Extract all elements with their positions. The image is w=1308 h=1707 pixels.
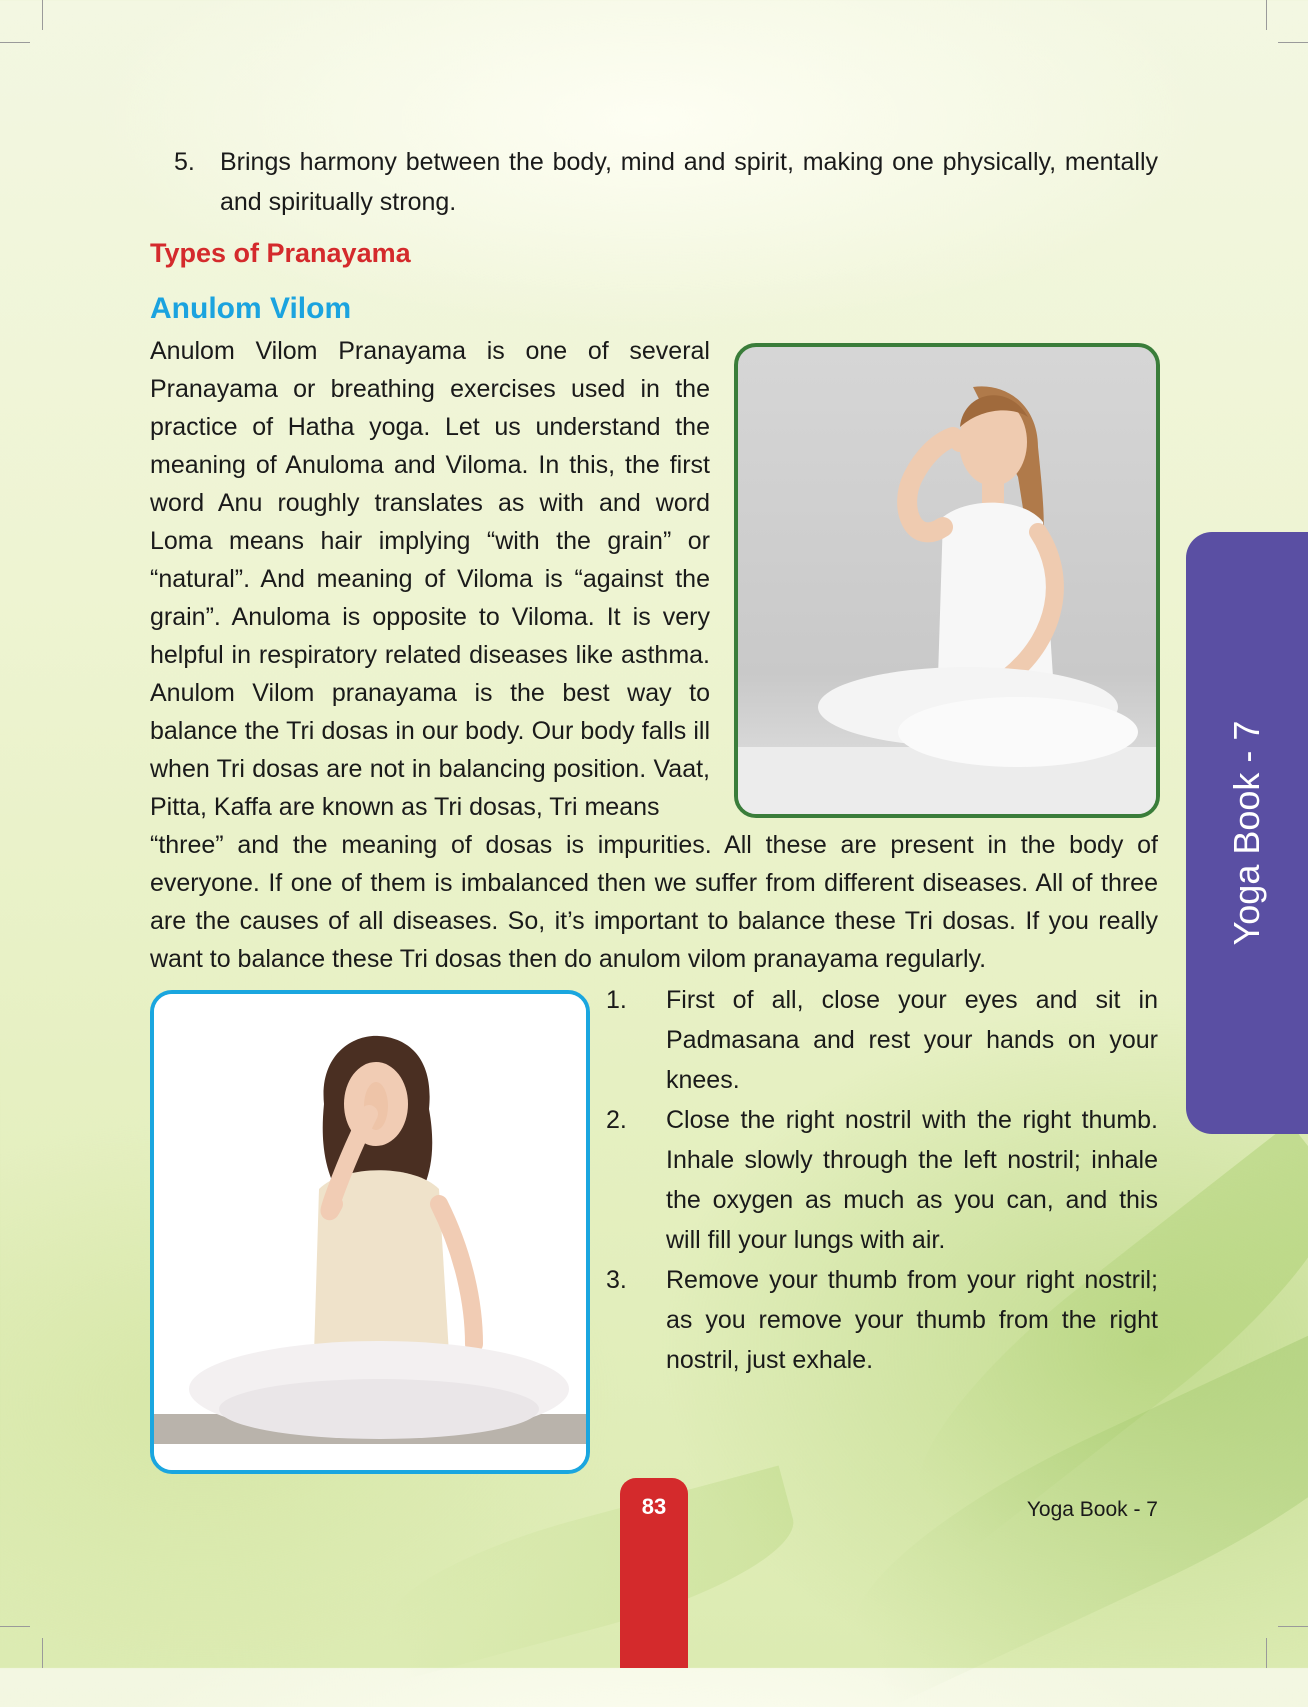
step-item-1 (606, 980, 1158, 1100)
step-item-3 (606, 1260, 1158, 1380)
list-text: Brings harmony between the body, mind and spirit, making one physically, mentally and spiritually strong. (220, 148, 1158, 216)
subsection-heading: Anulom Vilom (150, 292, 352, 325)
list-text: Close the right nostril with the right thumb. Inhale slowly through the left nostril; inhale the oxygen as much as you can, and this will fill your lungs with air. (666, 1106, 1158, 1254)
crop-mark (0, 42, 30, 43)
crop-mark (1278, 1626, 1308, 1627)
section-heading: Types of Pranayama (150, 238, 411, 268)
list-number: 3. (606, 1266, 627, 1294)
list-text: First of all, close your eyes and sit in Padmasana and rest your hands on your knees. (666, 986, 1158, 1094)
step-item-2 (606, 1100, 1158, 1260)
body-paragraph: “three” and the meaning of dosas is impurities. All these are present in the body of everyone. If one of them is imbalanced then we suffer from different diseases. All of three are the causes of all diseases. So, it’s important to balance these Tri dosas. If you really want to balance these Tri dosas then do anulom vilom pranayama regularly. (150, 831, 1158, 973)
side-tab-label: Yoga Book - 7 (1226, 720, 1267, 946)
list-number: 5. (174, 148, 195, 176)
crop-mark (1266, 1638, 1267, 1668)
list-number: 1. (606, 986, 627, 1014)
footer-book-title: Yoga Book - 7 (1026, 1498, 1158, 1521)
list-text: Remove your thumb from your right nostril; as you remove your thumb from the right nostril, just exhale. (666, 1266, 1158, 1374)
yoga-photo-nostril-breathing (734, 343, 1160, 818)
crop-mark (1266, 0, 1267, 30)
crop-mark (42, 1638, 43, 1668)
body-paragraph: Anulom Vilom Pranayama is one of several Pranayama or breathing exercises used in the practice of Hatha yoga. Let us understand the meaning of Anuloma and Viloma. In this, the first word Anu roughly translates as with and word Loma means hair implying “with the grain” or “natural”. And meaning of Viloma is “against the grain”. Anuloma is opposite to Viloma. It is very helpful in respiratory related diseases like asthma. Anulom Vilom pranayama is the best way to balance the Tri dosas in our body. Our body falls ill when Tri dosas are not in balancing position. Vaat, Pitta, Kaffa are known as Tri dosas, Tri means (150, 337, 710, 821)
page-number: 83 (641, 1494, 667, 1519)
crop-mark (42, 0, 43, 30)
crop-mark (1278, 42, 1308, 43)
benefit-item-5 (174, 142, 1158, 224)
list-number: 2. (606, 1106, 627, 1134)
leaf-decoration (373, 1466, 807, 1681)
crop-mark (0, 1626, 30, 1627)
side-tab (1186, 532, 1308, 1134)
yoga-photo-meditation (150, 990, 590, 1474)
